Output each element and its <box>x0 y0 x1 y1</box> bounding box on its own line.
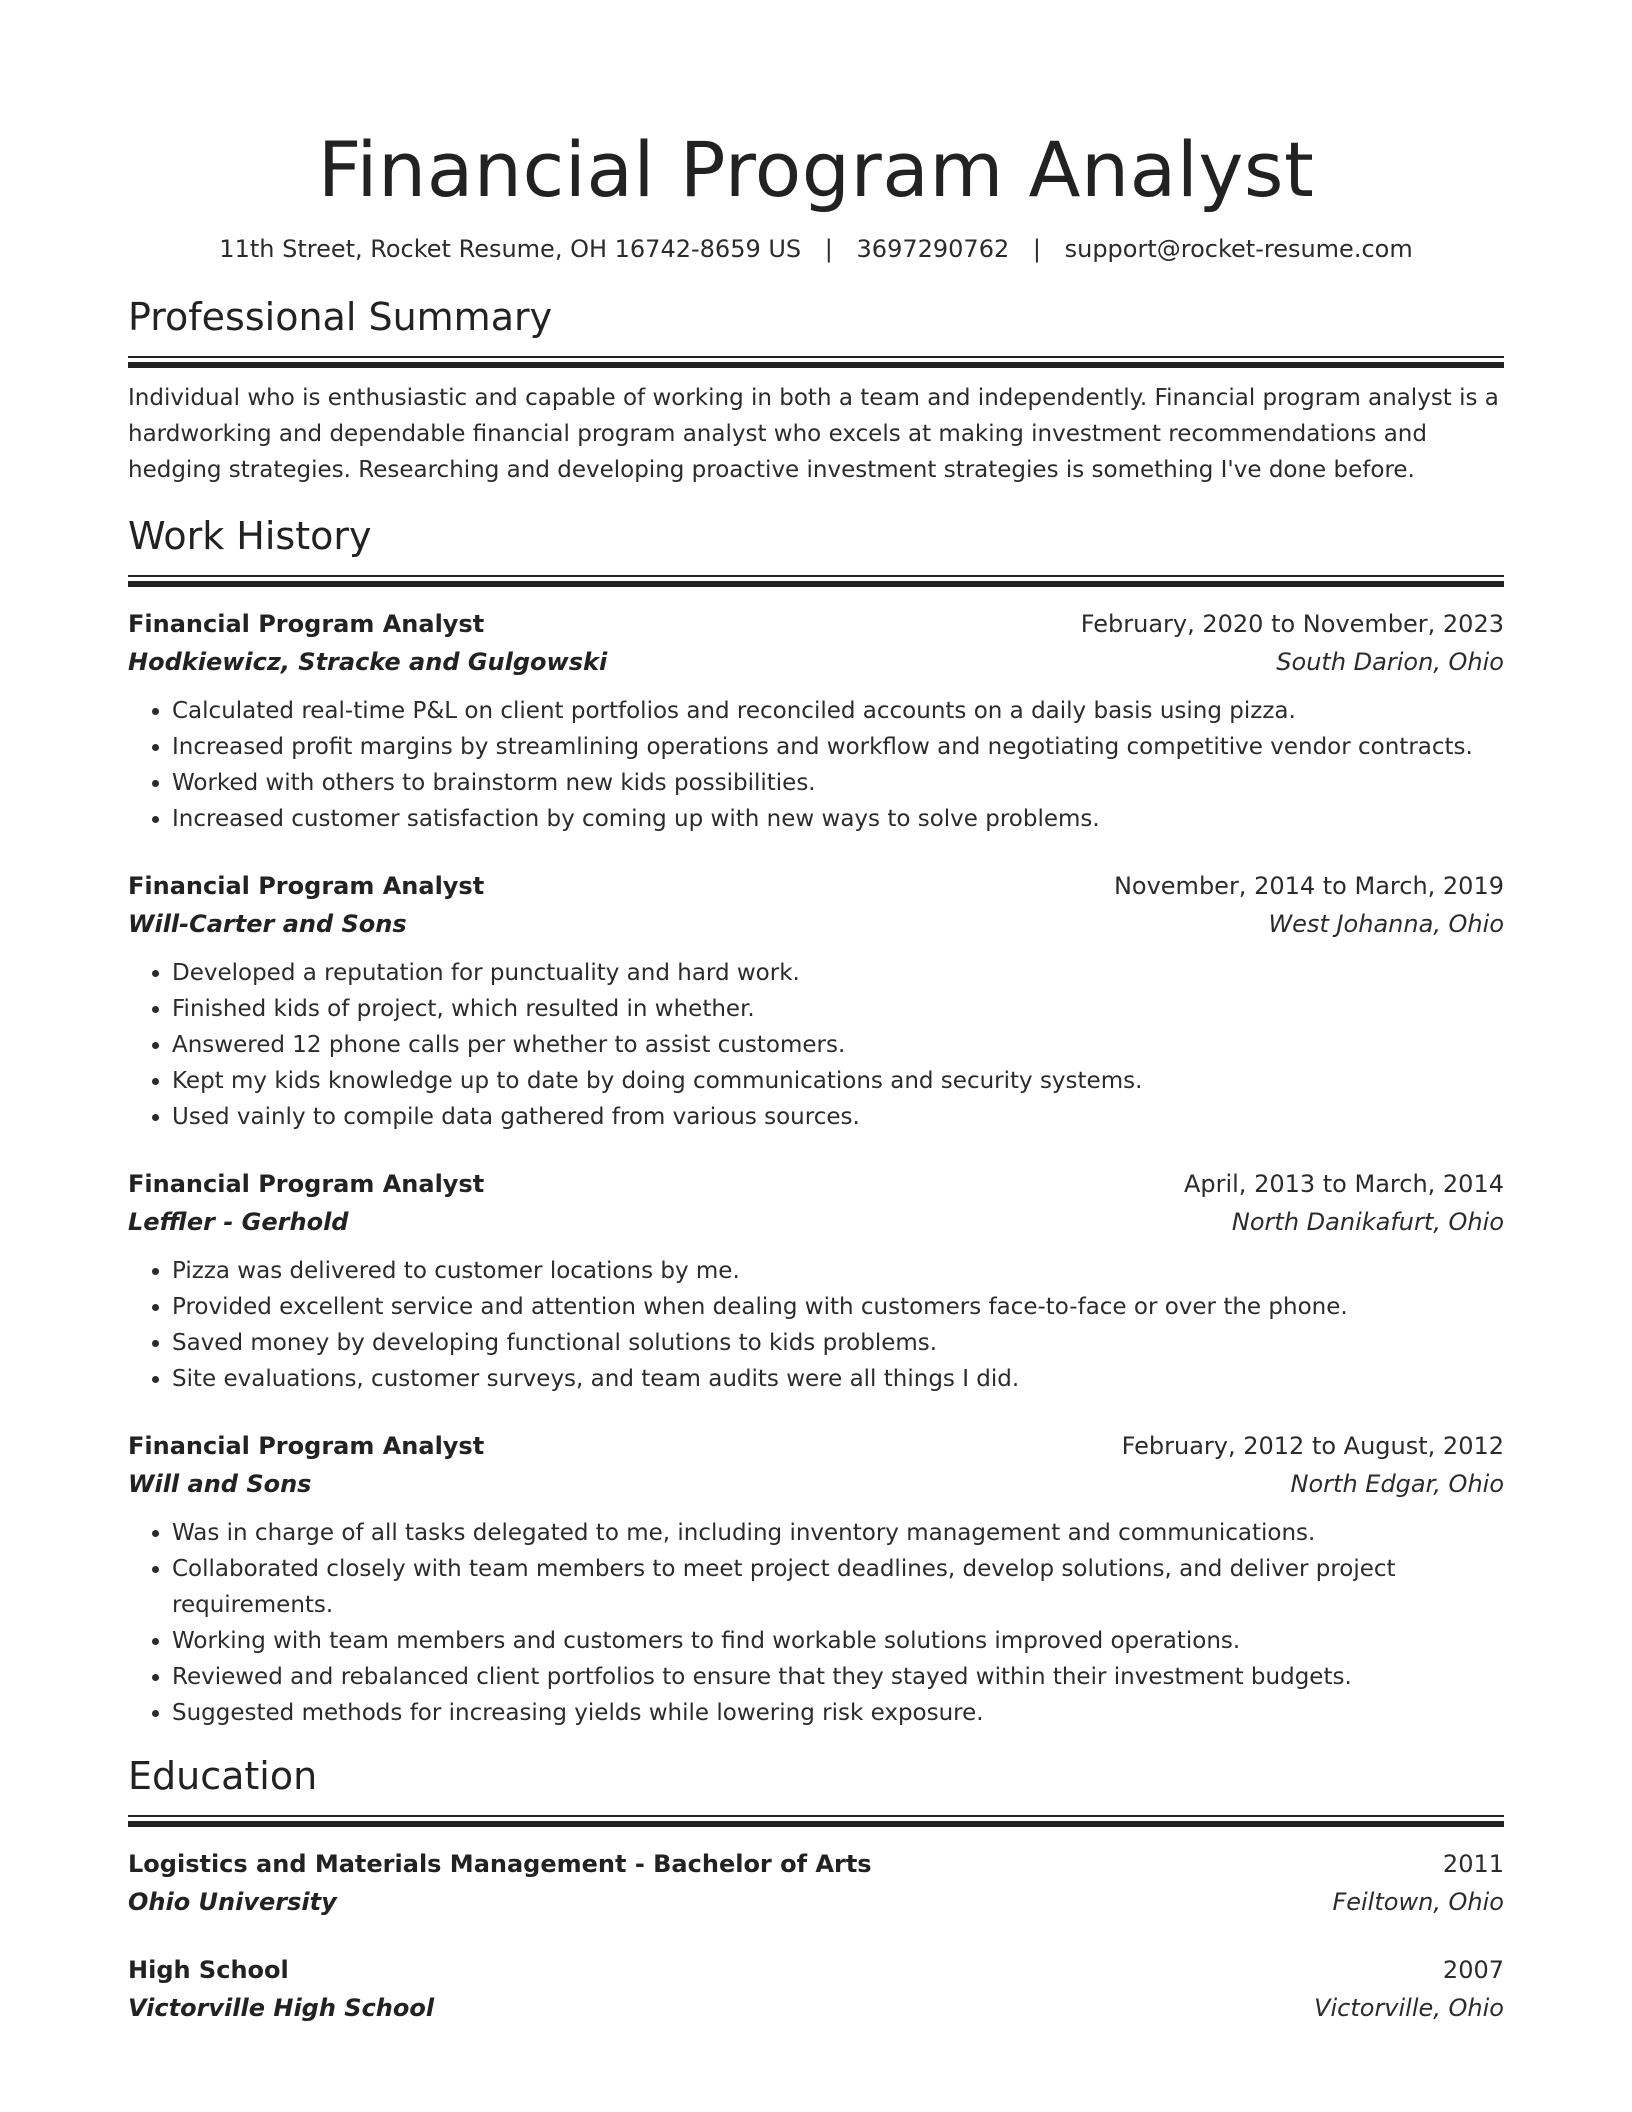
section-divider <box>128 356 1504 368</box>
job-bullet: • Developed a reputation for punctuality and hard work. <box>172 955 1504 991</box>
summary-section <box>128 292 1504 488</box>
job-entry <box>128 605 1504 837</box>
job-bullet: • Calculated real-time P&L on client portfolios and reconciled accounts on a daily basis using pizza. <box>172 693 1504 729</box>
job-bullet: • Site evaluations, customer surveys, and team audits were all things I did. <box>172 1361 1504 1397</box>
job-bullet: • Increased profit margins by streamlining operations and workflow and negotiating competitive vendor contracts. <box>172 729 1504 765</box>
job-bullet: • Suggested methods for increasing yields while lowering risk exposure. <box>172 1695 1504 1731</box>
job-bullet: • Saved money by developing functional solutions to kids problems. <box>172 1325 1504 1361</box>
summary-text: Individual who is enthusiastic and capable of working in both a team and independently. Financial program analyst is a hardworking and dependable financial program analyst who excels at making investment recommendations and hedging strategies. Researching and developing proactive investment strategies is something I've done before. <box>128 385 1499 483</box>
job-dates: February, 2012 to August, 2012 <box>1121 1432 1504 1460</box>
education-degree: Logistics and Materials Management - Bachelor of Arts <box>128 1850 872 1878</box>
job-bullet: • Was in charge of all tasks delegated to me, including inventory management and communications. <box>172 1515 1504 1551</box>
job-bullet: • Increased customer satisfaction by coming up with new ways to solve problems. <box>172 801 1504 837</box>
job-bullets <box>128 1515 1504 1731</box>
job-bullet: • Finished kids of project, which resulted in whether. <box>172 991 1504 1027</box>
job-bullets <box>128 1253 1504 1397</box>
job-bullet: • Working with team members and customers to find workable solutions improved operations. <box>172 1623 1504 1659</box>
job-company: Hodkiewicz, Stracke and Gulgowski <box>128 648 608 676</box>
resume-page <box>128 0 1504 2027</box>
contact-separator: | <box>1032 235 1041 263</box>
section-divider <box>128 1815 1504 1827</box>
job-bullet: • Worked with others to brainstorm new kids possibilities. <box>172 765 1504 801</box>
education-entry <box>128 1951 1504 2027</box>
job-bullet: • Reviewed and rebalanced client portfolios to ensure that they stayed within their investment budgets. <box>172 1659 1504 1695</box>
contact-phone: 3697290762 <box>856 235 1010 263</box>
job-entry <box>128 867 1504 1135</box>
contact-separator: | <box>824 235 833 263</box>
education-school: Ohio University <box>128 1888 337 1916</box>
job-bullet: • Provided excellent service and attention when dealing with customers face-to-face or over the phone. <box>172 1289 1504 1325</box>
section-divider <box>128 575 1504 587</box>
job-dates: February, 2020 to November, 2023 <box>1080 610 1504 638</box>
job-company: Will-Carter and Sons <box>128 910 407 938</box>
job-bullet: • Answered 12 phone calls per whether to assist customers. <box>172 1027 1504 1063</box>
job-bullet: • Kept my kids knowledge up to date by doing communications and security systems. <box>172 1063 1504 1099</box>
job-dates: April, 2013 to March, 2014 <box>1183 1170 1504 1198</box>
job-bullets <box>128 955 1504 1135</box>
job-company: Leffler - Gerhold <box>128 1208 349 1236</box>
section-title: Professional Summary <box>128 295 553 339</box>
job-location: North Danikafurt, Ohio <box>1231 1208 1504 1236</box>
job-title: Financial Program Analyst <box>128 872 485 900</box>
job-bullets <box>128 693 1504 837</box>
job-company: Will and Sons <box>128 1470 312 1498</box>
job-location: North Edgar, Ohio <box>1290 1470 1504 1498</box>
education-location: Victorville, Ohio <box>1314 1994 1504 2022</box>
education-location: Feiltown, Ohio <box>1332 1888 1504 1916</box>
job-title: Financial Program Analyst <box>128 1170 485 1198</box>
contact-line <box>128 232 1504 266</box>
section-title: Education <box>128 1754 318 1798</box>
education-school: Victorville High School <box>128 1994 435 2022</box>
contact-email: support@rocket-resume.com <box>1064 235 1413 263</box>
education-degree: High School <box>128 1956 289 1984</box>
job-location: West Johanna, Ohio <box>1268 910 1504 938</box>
section-title: Work History <box>128 514 372 558</box>
job-bullet: • Used vainly to compile data gathered from various sources. <box>172 1099 1504 1135</box>
job-title: Financial Program Analyst <box>128 1432 485 1460</box>
resume-name: Financial Program Analyst <box>317 125 1315 214</box>
work-section <box>128 511 1504 1731</box>
education-year: 2011 <box>1442 1850 1504 1878</box>
job-dates: November, 2014 to March, 2019 <box>1113 872 1504 900</box>
education-section <box>128 1751 1504 2027</box>
job-entry <box>128 1165 1504 1397</box>
job-entry <box>128 1427 1504 1731</box>
job-bullet: • Collaborated closely with team members to meet project deadlines, develop solutions, and deliver project requirements. <box>172 1551 1504 1623</box>
education-year: 2007 <box>1442 1956 1504 1984</box>
contact-address: 11th Street, Rocket Resume, OH 16742-8659 US <box>219 235 802 263</box>
education-entry <box>128 1845 1504 1921</box>
job-title: Financial Program Analyst <box>128 610 485 638</box>
job-location: South Darion, Ohio <box>1276 648 1504 676</box>
job-bullet: • Pizza was delivered to customer locations by me. <box>172 1253 1504 1289</box>
